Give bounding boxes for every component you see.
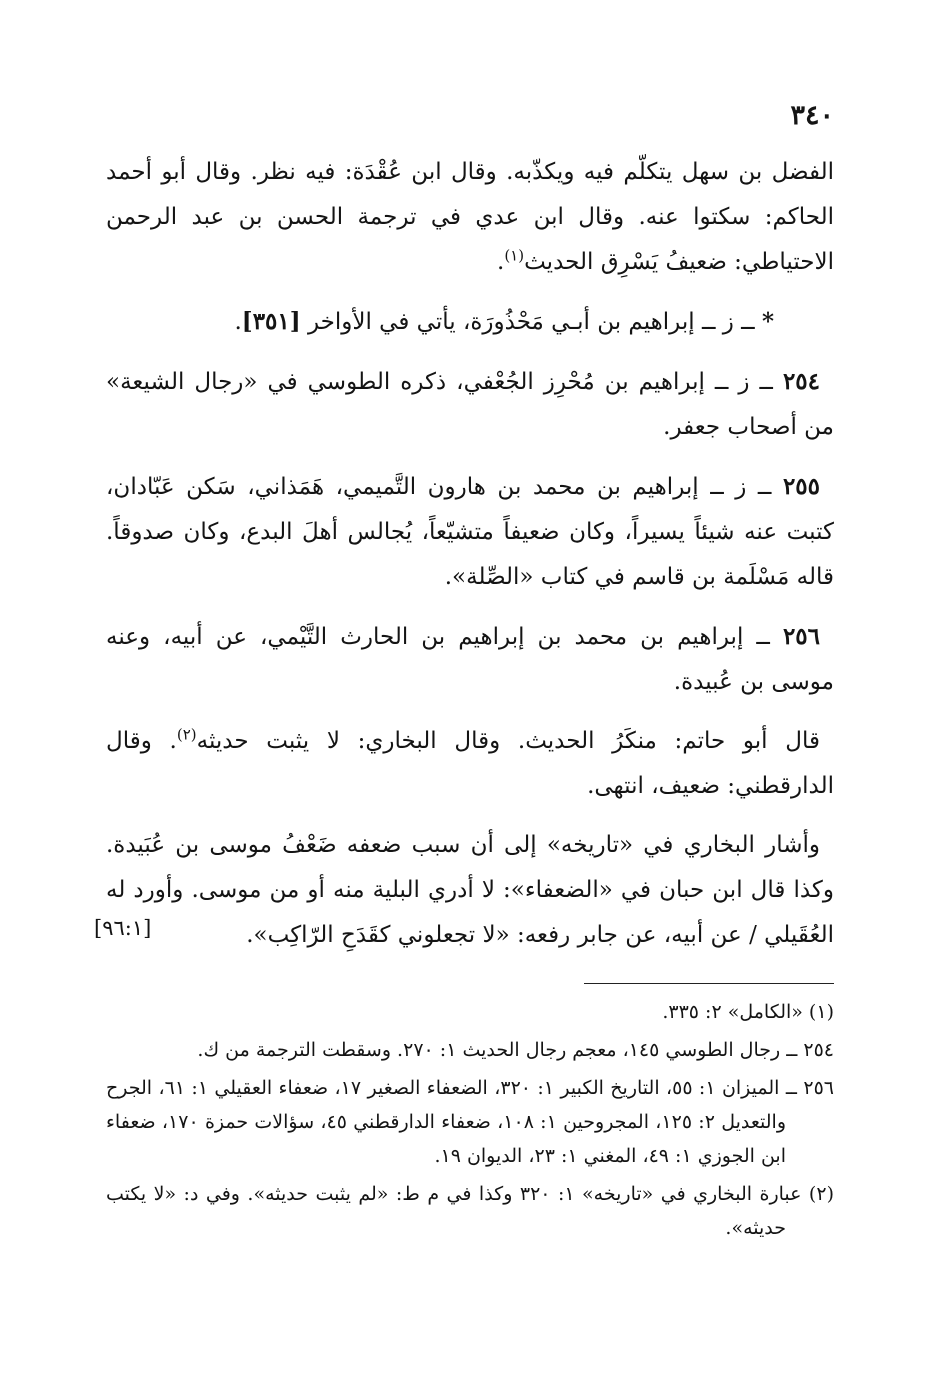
entry-255 — [106, 464, 834, 600]
paragraph-text: قال أبو حاتم: منكَرُ الحديث. وقال البخاري: لا يثبت حديثه — [196, 728, 820, 754]
paragraph-abu-hatim — [106, 719, 834, 809]
page-number: ٣٤٠ — [790, 100, 834, 131]
margin-reference: [٩٦:١] — [94, 916, 152, 940]
entry-number: ٢٥٦ — [782, 623, 820, 650]
entry-254 — [106, 359, 834, 450]
entry-text: ــ إبراهيم بن محمد بن إبراهيم بن الحارث التَّيْمي، عن أبيه، وعنه موسى بن عُبيدة. — [106, 624, 834, 695]
footnote-1: (١) «الكامل» ٢: ٣٣٥. — [662, 1001, 834, 1023]
paragraph-end: . وقال الدارقطني: ضعيف، انتهى. — [106, 728, 834, 799]
footnote-254: ٢٥٤ ــ رجال الطوسي ١٤٥، معجم رجال الحديث ١: ٢٧٠. وسقطت الترجمة من ك. — [197, 1039, 834, 1061]
main-text — [106, 150, 834, 972]
entry-reference: [٣٥١] — [241, 308, 301, 335]
footnote-divider — [584, 983, 834, 984]
footnotes — [106, 995, 834, 1249]
entry-text: ــ ز ــ إبراهيم بن مُحْرِز الجُعْفي، ذكره الطوسي في «رجال الشيعة» من أصحاب جعفر. — [106, 369, 834, 440]
paragraph-end: . — [497, 249, 505, 275]
footnote-marker: (٢) — [176, 725, 197, 744]
entry-256 — [106, 614, 834, 705]
paragraph-end: . — [234, 309, 242, 335]
entry-number: ٢٥٥ — [782, 473, 821, 500]
cross-reference-entry — [106, 299, 834, 345]
paragraph-text: الفضل بن سهل يتكلّم فيه ويكذّبه. وقال ابن عُقْدَة: فيه نظر. وقال أبو أحمد الحاكم: سكتوا عنه. وقال ابن عدي في ترجمة الحسن بن عبد الرحمن الاحتياطي: ضعيفُ يَسْرِق الحديث — [106, 159, 834, 275]
footnote-2: (٢) عبارة البخاري في «تاريخه» ١: ٣٢٠ وكذا في م ط: «لم يثبت حديثه». وفي د: «لا يكتب حديثه». — [106, 1183, 834, 1239]
footnote-256: ٢٥٦ ــ الميزان ١: ٥٥، التاريخ الكبير ١: ٣٢٠، الضعفاء الصغير ١٧، ضعفاء العقيلي ١: ٦١، الجرح والتعديل ٢: ١٢٥، المجروحين ١: ١٠٨، ضعفاء الدارقطني ٤٥، سؤالات حمزة ١٧٠، ضعفاء ابن الجوزي ١: ٤٩، المغني ١: ٢٣، الديوان ١٩. — [106, 1077, 834, 1167]
entry-number: ٢٥٤ — [782, 368, 820, 395]
entry-text: ــ ز ــ إبراهيم بن أبـي مَحْذُورَة، يأتي في الأواخر — [307, 309, 755, 335]
paragraph-bukhari — [106, 823, 834, 958]
paragraph-text: وأشار البخاري في «تاريخه» إلى أن سبب ضعفه ضَعْفُ موسى بن عُبَيدة. وكذا قال ابن حبان في «الضعفاء»: لا أدري البلية منه أو من موسى. وأورد له العُقَيلي / عن أبيه، عن جابر رفعه: «لا تجعلوني كقَدَحِ الرّاكِب». — [106, 832, 834, 948]
entry-text: ــ ز ــ إبراهيم بن محمد بن هارون التَّميمي، هَمَذاني، سَكن عَبّادان، كتبت عنه شيئاً يسيراً، وكان ضعيفاً متشيّعاً، يُجالس أهلَ البدع، وكان صدوقاً. قاله مَسْلَمة بن قاسم في كتاب «الصِّلة». — [106, 474, 834, 590]
paragraph-continuation — [106, 150, 834, 285]
footnote-marker: (١) — [504, 246, 525, 265]
star-marker: * — [761, 308, 774, 335]
